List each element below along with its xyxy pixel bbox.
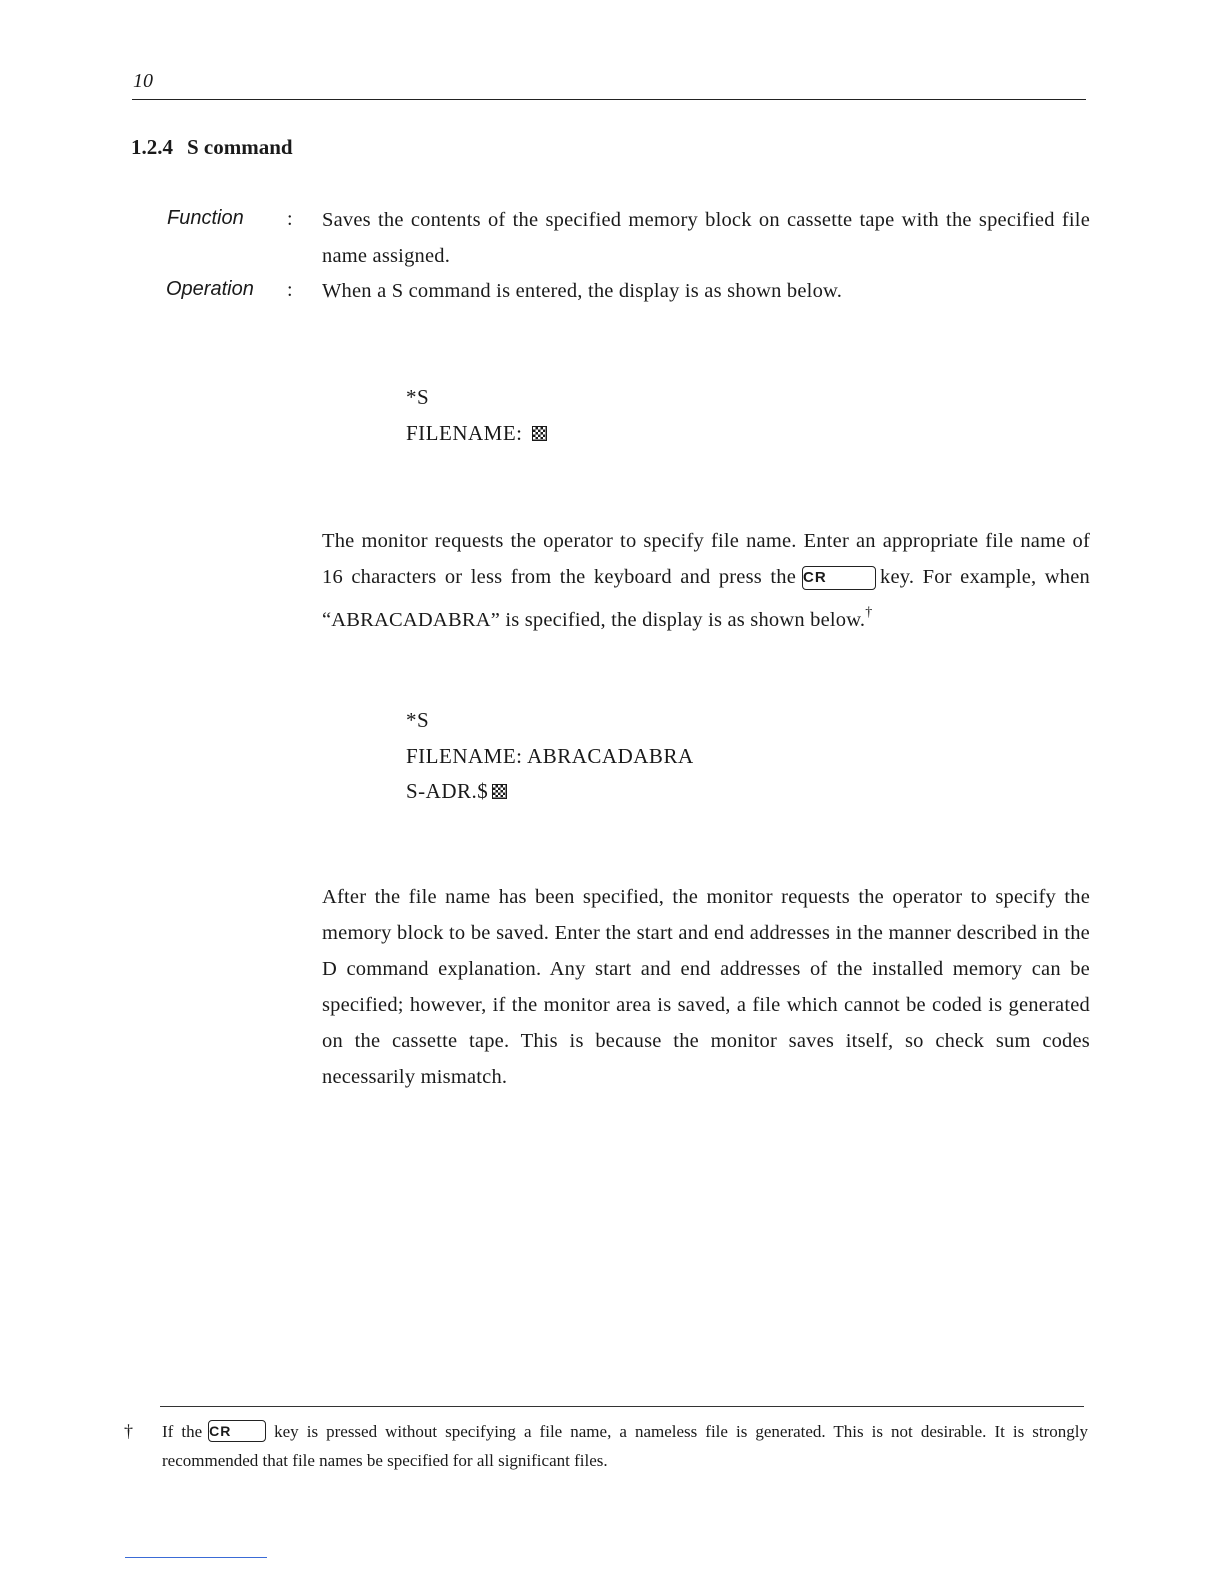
display-2-prompt: *S: [406, 708, 430, 732]
checkered-cursor-icon: [532, 426, 547, 441]
footnote-rule: [160, 1406, 1084, 1407]
footnote-text-before: If the: [162, 1422, 203, 1441]
section-title: S command: [187, 135, 293, 159]
operation-label: Operation: [166, 278, 254, 300]
checkered-cursor-icon: [492, 784, 507, 799]
footnote-text: [162, 1417, 1088, 1475]
display-1-filename-line: [406, 415, 547, 451]
display-2-address-text: S-ADR.$: [406, 779, 489, 803]
scan-edge-line: [125, 1557, 267, 1558]
function-label: Function: [167, 207, 244, 229]
paragraph-2-part-1: The monitor requests the operator to specify file name. Enter an appropriate file name of 16 characters or less from the keyboard and press the: [322, 530, 1090, 588]
footnote-reference: †: [865, 605, 873, 620]
section-number: 1.2.4: [131, 135, 173, 159]
page-number: 10: [133, 70, 153, 92]
display-1-prompt: *S: [406, 385, 430, 409]
function-description: Saves the contents of the specified memory block on cassette tape with the specified file name assigned.: [322, 209, 1090, 267]
section-heading: [131, 135, 293, 160]
function-colon: :: [287, 208, 293, 230]
display-2-address-line: [406, 773, 507, 809]
header-rule: [132, 99, 1086, 100]
footnote-mark: †: [124, 1421, 133, 1441]
display-1-filename-text: FILENAME:: [406, 421, 523, 445]
filename-instruction-paragraph: [322, 523, 1090, 638]
memory-block-paragraph: After the file name has been specified, the monitor requests the operator to specify the memory block to be saved. Enter the start and end addresses in the manner described in the D command explanation. Any start and end addresses of the installed memory can be specified; however, if the monitor area is saved, a file which cannot be coded is generated on the cassette tape. This is because the monitor saves itself, so check sum codes necessarily mismatch.: [322, 886, 1090, 1088]
cr-key-icon: CR: [802, 566, 876, 590]
operation-colon: :: [287, 279, 293, 301]
display-2-filename-line: FILENAME: ABRACADABRA: [406, 744, 694, 768]
operation-description: When a S command is entered, the display is as shown below.: [322, 280, 843, 302]
footnote-text-after: key is pressed without specifying a file name, a nameless file is generated. This is not desirable. It is strongly recommended that file names be specified for all significant files.: [162, 1422, 1089, 1470]
paragraph-2-part-2: key. For example, when “ABRACADABRA” is specified, the display is as shown below.: [322, 566, 1090, 631]
cr-key-icon: CR: [208, 1420, 266, 1442]
